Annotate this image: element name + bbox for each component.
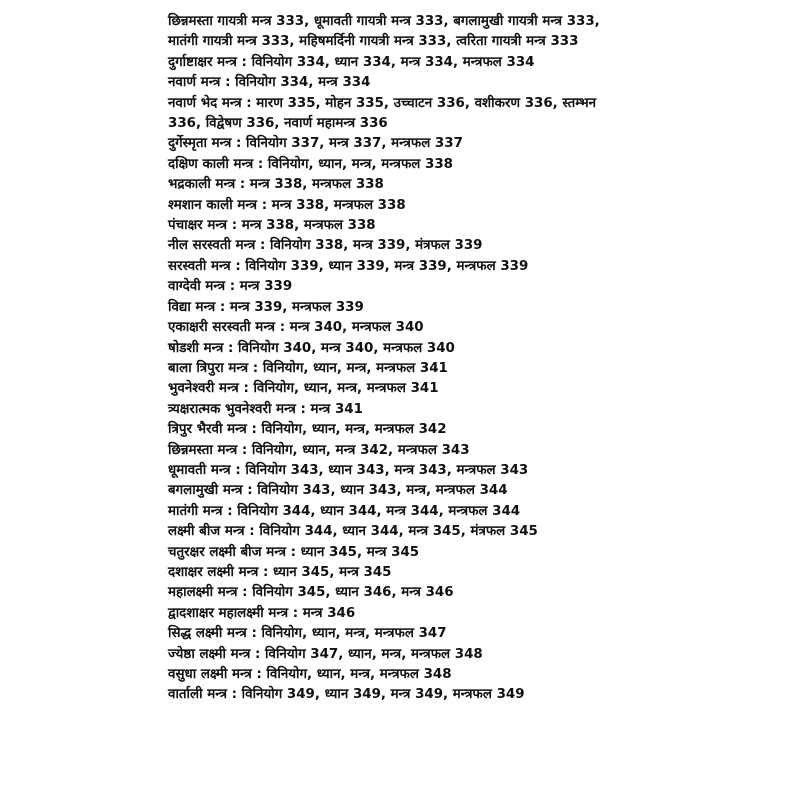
- index-entry: द्वादशाक्षर महालक्ष्मी मन्त्र : मन्त्र 346: [168, 605, 356, 621]
- index-entry: सिद्ध लक्ष्मी मन्त्र : विनियोग, ध्यान, मन्त्र, मन्त्रफल 347: [168, 626, 447, 642]
- index-entry: श्मशान काली मन्त्र : मन्त्र 338, मन्त्रफल 338: [168, 197, 406, 213]
- index-entry: बगलामुखी मन्त्र : विनियोग 343, ध्यान 343, मन्त्र, मन्त्रफल 344: [168, 483, 508, 499]
- index-entry: वार्ताली मन्त्र : विनियोग 349, ध्यान 349, मन्त्र 349, मन्त्रफल 349: [168, 687, 525, 703]
- index-entry: दशाक्षर लक्ष्मी मन्त्र : ध्यान 345, मन्त्र 345: [168, 564, 392, 580]
- index-entry: चतुरक्षर लक्ष्मी बीज मन्त्र : ध्यान 345, मन्त्र 345: [168, 544, 420, 560]
- index-entry: वाग्देवी मन्त्र : मन्त्र 339: [168, 279, 293, 295]
- index-entry: त्रिपुर भैरवी मन्त्र : विनियोग, ध्यान, मन्त्र, मन्त्रफल 342: [168, 422, 447, 438]
- index-entry: मातंगी मन्त्र : विनियोग 344, ध्यान 344, मन्त्र 344, मन्त्रफल 344: [168, 503, 521, 519]
- index-entry: त्र्यक्षरात्मक भुवनेश्वरी मन्त्र : मन्त्र 341: [168, 401, 363, 417]
- index-entry: दुर्गाष्टाक्षर मन्त्र : विनियोग 334, ध्यान 334, मन्त्र 334, मन्त्रफल 334: [168, 54, 535, 70]
- index-entry: ज्येष्ठा लक्ष्मी मन्त्र : विनियोग 347, ध्यान, मन्त्र, मन्त्रफल 348: [168, 646, 483, 662]
- index-entry: धूमावती मन्त्र : विनियोग 343, ध्यान 343, मन्त्र 343, मन्त्रफल 343: [168, 462, 529, 478]
- index-entry: वसुधा लक्ष्मी मन्त्र : विनियोग, ध्यान, मन्त्र, मन्त्रफल 348: [168, 667, 452, 682]
- index-entry: लक्ष्मी बीज मन्त्र : विनियोग 344, ध्यान 344, मन्त्र 345, मंत्रफल 345: [168, 524, 538, 540]
- index-entry: नील सरस्वती मन्त्र : विनियोग 338, मन्त्र 339, मंत्रफल 339: [168, 238, 483, 254]
- index-entry: सरस्वती मन्त्र : विनियोग 339, ध्यान 339, मन्त्र 339, मन्त्रफल 339: [168, 258, 529, 274]
- index-entry: दक्षिण काली मन्त्र : विनियोग, ध्यान, मन्त्र, मन्त्रफल 338: [168, 156, 453, 172]
- index-entry: नवार्ण भेद मन्त्र : मारण 335, मोहन 335, उच्चाटन 336, वशीकरण 336, स्तम्भन 336, विद्वेषण 336, नवार्ण महामन्त्र 336: [168, 95, 597, 132]
- index-entry: नवार्ण मन्त्र : विनियोग 334, मन्त्र 334: [168, 75, 371, 91]
- index-entry: दुर्गेस्मृता मन्त्र : विनियोग 337, मन्त्र 337, मन्त्रफल 337: [168, 136, 463, 152]
- index-entry: भुवनेश्वरी मन्त्र : विनियोग, ध्यान, मन्त्र, मन्त्रफल 341: [168, 381, 439, 397]
- index-entry: षोडशी मन्त्र : विनियोग 340, मन्त्र 340, मन्त्रफल 340: [168, 340, 455, 356]
- index-entry: बाला त्रिपुरा मन्त्र : विनियोग, ध्यान, मन्त्र, मन्त्रफल 341: [168, 360, 448, 376]
- index-entry: एकाक्षरी सरस्वती मन्त्र : मन्त्र 340, मन्त्रफल 340: [168, 320, 424, 336]
- index-entry: पंचाक्षर मन्त्र : मन्त्र 338, मन्त्रफल 338: [168, 218, 376, 234]
- index-entry: विद्या मन्त्र : मन्त्र 339, मन्त्रफल 339: [168, 299, 364, 315]
- index-entry: छिन्नमस्ता गायत्री मन्त्र 333, धूमावती गायत्री मन्त्र 333, बगलामुखी गायत्री मन्त्र 333, मातंगी गायत्री मन्त्र 333, महिषमर्दिनी गायत्री मन्त्र 333, त्वरिता गायत्री मन्त्र 333: [168, 14, 600, 50]
- index-entry: महालक्ष्मी मन्त्र : विनियोग 345, ध्यान 346, मन्त्र 346: [168, 585, 454, 601]
- index-entry: भद्रकाली मन्त्र : मन्त्र 338, मन्त्रफल 338: [168, 177, 384, 193]
- index-list: [168, 12, 628, 706]
- index-entry: छिन्नमस्ता मन्त्र : विनियोग, ध्यान, मन्त्र 342, मन्त्रफल 343: [168, 442, 470, 458]
